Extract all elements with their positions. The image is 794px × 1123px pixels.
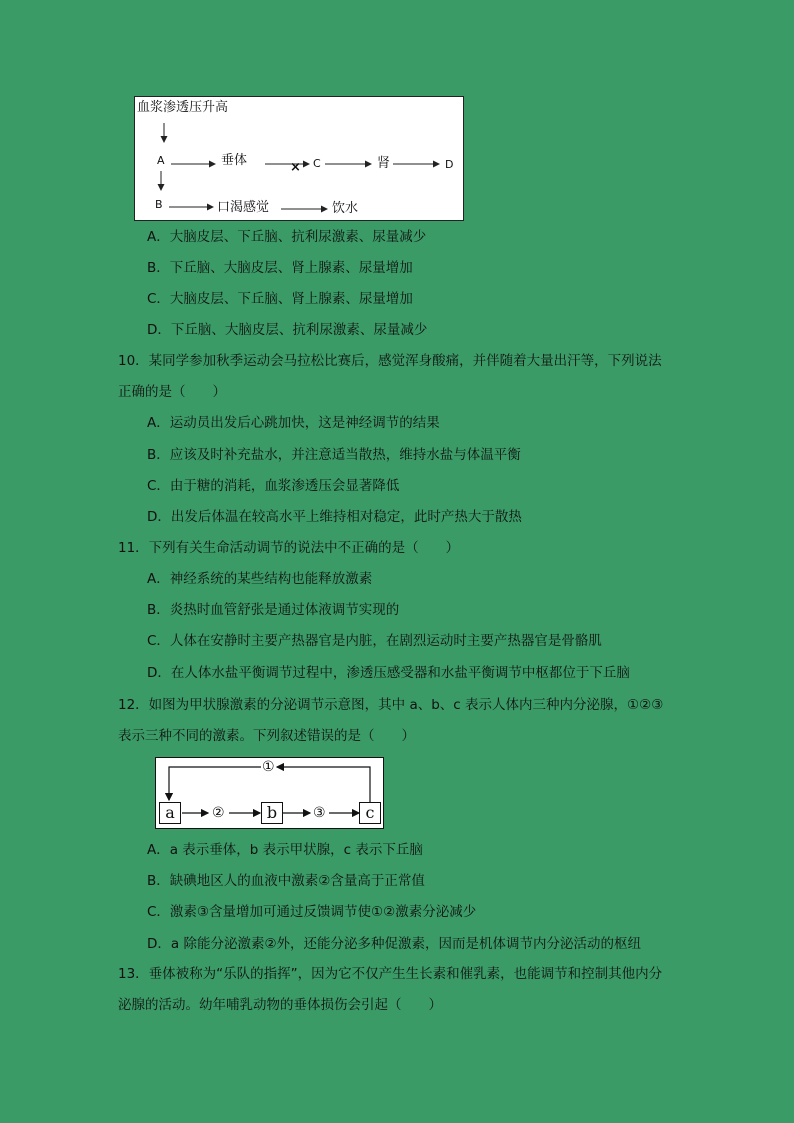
diagram-label-kouke: 口渴感觉 <box>217 200 270 215</box>
q10-option-a: A．运动员出发后心跳加快，这是神经调节的结果 <box>147 415 440 431</box>
diagram-label-c: C <box>313 157 321 170</box>
diagram-label-chuiti: 垂体 <box>221 153 248 168</box>
q10-stem-line1: 10．某同学参加秋季运动会马拉松比赛后，感觉浑身酸痛，并伴随着大量出汗等，下列说法 <box>118 353 662 369</box>
thyroid-regulation-diagram <box>155 757 384 829</box>
q11-option-d: D．在人体水盐平衡调节过程中，渗透压感受器和水盐平衡调节中枢都位于下丘脑 <box>147 665 630 681</box>
water-balance-diagram <box>134 96 464 221</box>
q11-option-b: B．炎热时血管舒张是通过体液调节实现的 <box>147 602 400 618</box>
diagram-label-shen: 肾 <box>377 156 391 171</box>
diagram-label-yinshui: 饮水 <box>332 201 359 216</box>
hormone-3-label: ③ <box>313 805 326 821</box>
q12-option-c: C．激素③含量增加可通过反馈调节使①②激素分泌减少 <box>147 904 477 920</box>
q9-option-d: D．下丘脑、大脑皮层、抗利尿激素、尿量减少 <box>147 322 428 338</box>
q12-option-d: D．a 除能分泌激素②外，还能分泌多种促激素，因而是机体调节内分泌活动的枢纽 <box>147 936 642 952</box>
hormone-2-label: ② <box>212 805 225 821</box>
q9-option-c: C．大脑皮层、下丘脑、肾上腺素、尿量增加 <box>147 291 413 307</box>
gland-b-box: b <box>261 802 283 824</box>
q11-stem: 11．下列有关生命活动调节的说法中不正确的是（ ） <box>118 540 460 556</box>
q13-stem-line1: 13．垂体被称为“乐队的指挥”，因为它不仅产生生长素和催乳素，也能调节和控制其他内分 <box>118 966 663 982</box>
q9-option-a: A．大脑皮层、下丘脑、抗利尿激素、尿量减少 <box>147 229 427 245</box>
q10-option-d: D．出发后体温在较高水平上维持相对稳定，此时产热大于散热 <box>147 509 522 525</box>
q12-option-a: A．a 表示垂体，b 表示甲状腺，c 表示下丘脑 <box>147 842 423 858</box>
diagram-label-a: A <box>157 154 165 167</box>
gland-c-box: c <box>359 802 381 824</box>
diagram-cross-mark: × <box>290 160 301 175</box>
q11-option-c: C．人体在安静时主要产热器官是内脏，在剧烈运动时主要产热器官是骨骼肌 <box>147 633 602 649</box>
q12-stem-line1: 12．如图为甲状腺激素的分泌调节示意图，其中 a、b、c 表示人体内三种内分泌腺，①②③ <box>118 697 664 713</box>
q10-option-b: B．应该及时补充盐水，并注意适当散热，维持水盐与体温平衡 <box>147 447 521 463</box>
diagram-top-label: 血浆渗透压升高 <box>137 100 229 115</box>
diagram-label-d: D <box>445 158 454 171</box>
q10-stem-line2: 正确的是（ ） <box>118 384 226 400</box>
q12-stem-line2: 表示三种不同的激素。下列叙述错误的是（ ） <box>118 728 415 744</box>
q11-option-a: A．神经系统的某些结构也能释放激素 <box>147 571 373 587</box>
q12-option-b: B．缺碘地区人的血液中激素②含量高于正常值 <box>147 873 425 889</box>
q13-stem-line2: 泌腺的活动。幼年哺乳动物的垂体损伤会引起（ ） <box>118 997 442 1013</box>
hormone-1-label: ① <box>262 759 275 775</box>
q10-option-c: C．由于糖的消耗，血浆渗透压会显著降低 <box>147 478 400 494</box>
q9-option-b: B．下丘脑、大脑皮层、肾上腺素、尿量增加 <box>147 260 413 276</box>
gland-a-box: a <box>159 802 181 824</box>
diagram-label-b: B <box>155 198 163 211</box>
